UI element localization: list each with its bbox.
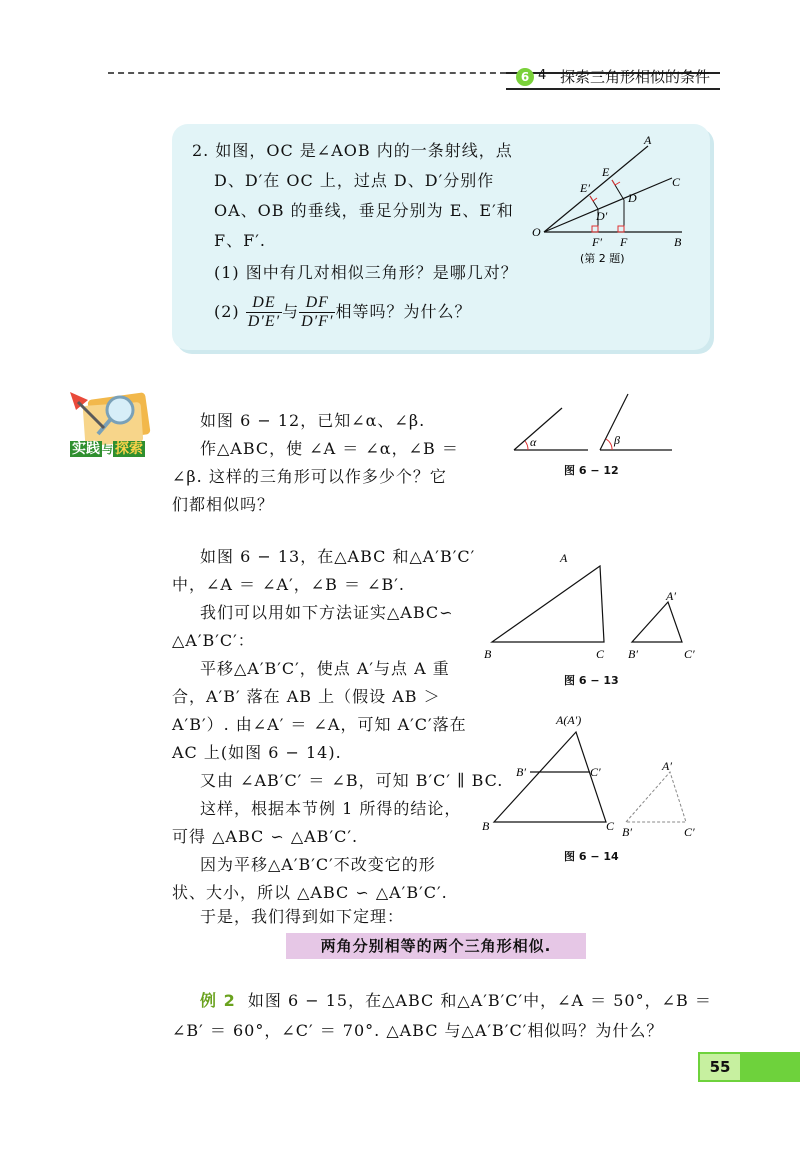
figure-6-13-caption: 图 6 − 13	[564, 674, 619, 687]
fig-label-c: C	[672, 175, 681, 189]
alpha-label: α	[530, 435, 537, 449]
proof-line-6: 合，A′B′ 落在 AB 上（假设 AB ＞	[172, 687, 441, 706]
activity-line-2: 作△ABC，使 ∠A ＝ ∠α，∠B ＝	[200, 439, 459, 458]
figure-6-12	[506, 390, 676, 460]
exercise-box	[172, 124, 710, 350]
fig14-label-b-prime: B′	[516, 765, 526, 779]
proof-line-13: 状、大小，所以 △ABC ∽ △A′B′C′.	[172, 883, 448, 902]
fig-label-d: D	[628, 191, 637, 205]
fraction-df: $\frac{DF}{D'F'}$	[301, 294, 334, 330]
fig14-label-b: B	[482, 819, 490, 833]
example-2-line-2: ∠B′ ＝ 60°，∠C′ ＝ 70°. △ABC 与△A′B′C′相似吗？为什么？	[172, 1021, 664, 1040]
exercise-line-3: OA、OB 的垂线，垂足分别为 E、E′和	[214, 201, 514, 220]
exercise-figure-caption: (第 2 题)	[580, 252, 625, 265]
fraction-de: $\frac{DE}{D'E'}$	[247, 294, 281, 330]
exercise-question-2: (2) $\frac{DE}{D'E'}$ 与 $\frac{DF}{D'F'}$ 相等吗？为什么？	[214, 294, 472, 330]
example-2-label: 例 2	[200, 991, 236, 1010]
proof-line-7: A′B′）. 由∠A′ ＝ ∠A，可知 A′C′落在	[172, 715, 467, 734]
fig-label-a: A	[644, 133, 652, 147]
fig-label-f: F	[620, 235, 628, 249]
fig-label-d-prime: D′	[596, 209, 608, 223]
proof-line-12: 因为平移△A′B′C′不改变它的形	[200, 855, 436, 874]
figure-6-13	[480, 548, 710, 672]
fig13-label-a-prime: A′	[666, 589, 676, 603]
fig13-label-b-prime: B′	[628, 647, 638, 661]
fig14-label-c-prime-2: C′	[684, 825, 695, 839]
fig14-label-c-prime: C′	[590, 765, 601, 779]
section-title: 探索三角形相似的条件	[560, 68, 711, 86]
figure-6-12-caption: 图 6 − 12	[564, 464, 619, 477]
theorem-box: 两角分别相等的两个三角形相似.	[286, 933, 586, 959]
proof-line-2: 中，∠A ＝ ∠A′，∠B ＝ ∠B′.	[172, 575, 405, 594]
exercise-question-1: (1) 图中有几对相似三角形？是哪几对？	[214, 263, 518, 282]
section-number-badge: 6	[516, 68, 534, 86]
fig14-label-c: C	[606, 819, 615, 833]
fig14-label-a-a-prime: A(A′)	[556, 713, 582, 727]
figure-6-14-caption: 图 6 − 14	[564, 850, 619, 863]
fig13-label-c: C	[596, 647, 605, 661]
fig-label-e: E	[602, 165, 610, 179]
fig-label-b: B	[674, 235, 682, 249]
proof-line-3: 我们可以用如下方法证实△ABC∽	[200, 603, 454, 622]
page-number: 55	[700, 1054, 740, 1080]
fig14-label-b-prime-2: B′	[622, 825, 632, 839]
proof-line-9: 又由 ∠AB′C′ ＝ ∠B，可知 B′C′ ∥ BC.	[200, 771, 504, 790]
fig13-label-a: A	[560, 551, 568, 565]
figure-6-14	[480, 712, 710, 842]
proof-line-4: △A′B′C′：	[172, 631, 255, 650]
proof-line-10: 这样，根据本节例 1 所得的结论，	[200, 799, 462, 818]
fig-label-e-prime: E′	[580, 181, 590, 195]
fig14-label-a-prime-2: A′	[662, 759, 672, 773]
fig13-label-b: B	[484, 647, 492, 661]
proof-line-5: 平移△A′B′C′，使点 A′与点 A 重	[200, 659, 450, 678]
exercise-line-1: 2. 如图，OC 是∠AOB 内的一条射线，点	[192, 141, 513, 160]
fig-label-f-prime: F′	[592, 235, 602, 249]
fig13-label-c-prime: C′	[684, 647, 695, 661]
exercise-line-4: F、F′.	[214, 231, 266, 250]
example-2-line-1: 例 2 如图 6 − 15，在△ABC 和△A′B′C′中，∠A ＝ 50°，∠B ＝	[200, 991, 712, 1010]
theorem-intro: 于是，我们得到如下定理：	[200, 907, 405, 926]
section-sub-number: 4	[538, 68, 547, 83]
proof-line-8: AC 上(如图 6 − 14).	[172, 743, 342, 762]
header-dashed-rule	[108, 72, 506, 74]
proof-line-1: 如图 6 − 13，在△ABC 和△A′B′C′	[200, 547, 476, 566]
proof-line-11: 可得 △ABC ∽ △AB′C′.	[172, 827, 359, 846]
fig-label-o: O	[532, 225, 541, 239]
activity-label: 实践 与 探索	[72, 441, 143, 457]
exercise-line-2: D、D′在 OC 上，过点 D、D′分别作	[214, 171, 495, 190]
activity-line-4: 们都相似吗？	[172, 495, 275, 514]
exercise-figure	[532, 130, 708, 280]
activity-line-1: 如图 6 − 12，已知∠α、∠β.	[200, 411, 426, 430]
activity-line-3: ∠β. 这样的三角形可以作多少个？它	[172, 467, 447, 486]
beta-label: β	[614, 433, 620, 447]
